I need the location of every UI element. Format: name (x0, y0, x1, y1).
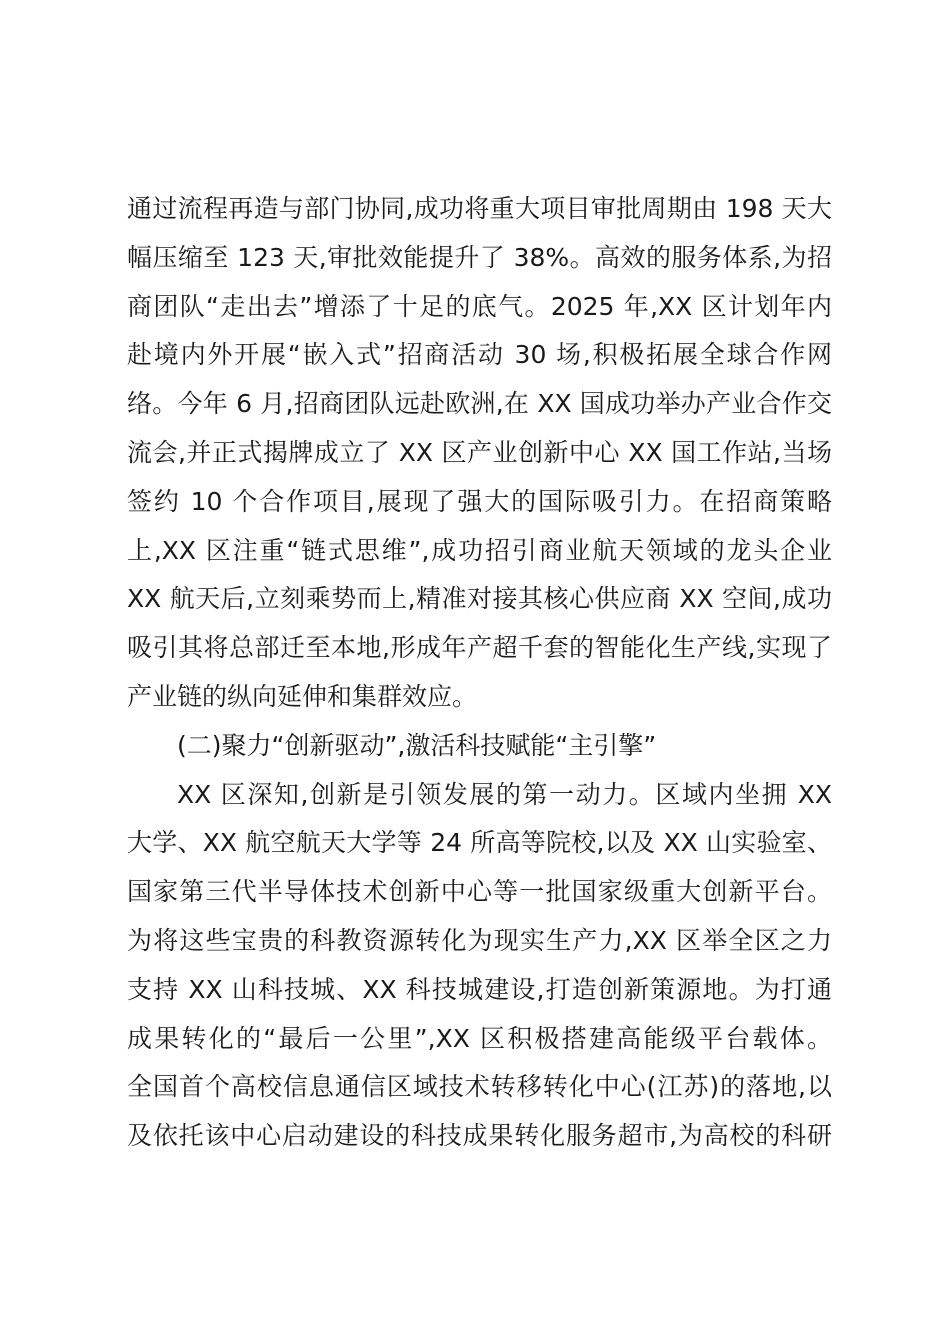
paragraph-2-line: 为将这些宝贵的科教资源转化为现实生产力,XX 区举全区之力 (127, 925, 832, 955)
paragraph-2-line: 及依托该中心启动建设的科技成果转化服务超市,为高校的科研 (127, 1121, 832, 1151)
paragraph-1-line: 幅压缩至 123 天,审批效能提升了 38%。高效的服务体系,为招 (127, 242, 832, 272)
paragraph-1-line: XX 航天后,立刻乘势而上,精准对接其核心供应商 XX 空间,成功 (127, 584, 832, 614)
paragraph-2-line: XX 区深知,创新是引领发展的第一动力。区域内坐拥 XX (177, 779, 832, 809)
paragraph-1-line: 通过流程再造与部门协同,成功将重大项目审批周期由 198 天大 (127, 194, 832, 223)
paragraph-2-line: 大学、XX 航空航天大学等 24 所高等院校,以及 XX 山实验室、 (127, 828, 832, 858)
paragraph-1-line: 产业链的纵向延伸和集群效应。 (127, 681, 478, 711)
paragraph-2-line: 国家第三代半导体技术创新中心等一批国家级重大创新平台。 (127, 877, 832, 907)
paragraph-1-line: 上,XX 区注重“链式思维”,成功招引商业航天领域的龙头企业 (127, 535, 832, 565)
paragraph-1-line: 签约 10 个合作项目,展现了强大的国际吸引力。在招商策略 (127, 486, 832, 516)
paragraph-1-line: 吸引其将总部迁至本地,形成年产超千套的智能化生产线,实现了 (127, 633, 832, 663)
paragraph-1-line: 络。今年 6 月,招商团队远赴欧洲,在 XX 国成功举办产业合作交 (127, 389, 832, 419)
paragraph-1-line: 赴境内外开展“嵌入式”招商活动 30 场,积极拓展全球合作网 (127, 340, 832, 370)
document-body (127, 185, 832, 1161)
paragraph-2-line: 全国首个高校信息通信区域技术转移转化中心(江苏)的落地,以 (127, 1072, 832, 1102)
paragraph-2-line: 成果转化的“最后一公里”,XX 区积极搭建高能级平台载体。 (127, 1023, 832, 1053)
paragraph-1-line: 商团队“走出去”增添了十足的底气。2025 年,XX 区计划年内 (127, 291, 832, 321)
paragraph-2-line: 支持 XX 山科技城、XX 科技城建设,打造创新策源地。为打通 (127, 974, 832, 1004)
paragraph-1-line: 流会,并正式揭牌成立了 XX 区产业创新中心 XX 国工作站,当场 (127, 437, 832, 467)
section-heading: (二)聚力“创新驱动”,激活科技赋能“主引擎” (177, 730, 657, 760)
